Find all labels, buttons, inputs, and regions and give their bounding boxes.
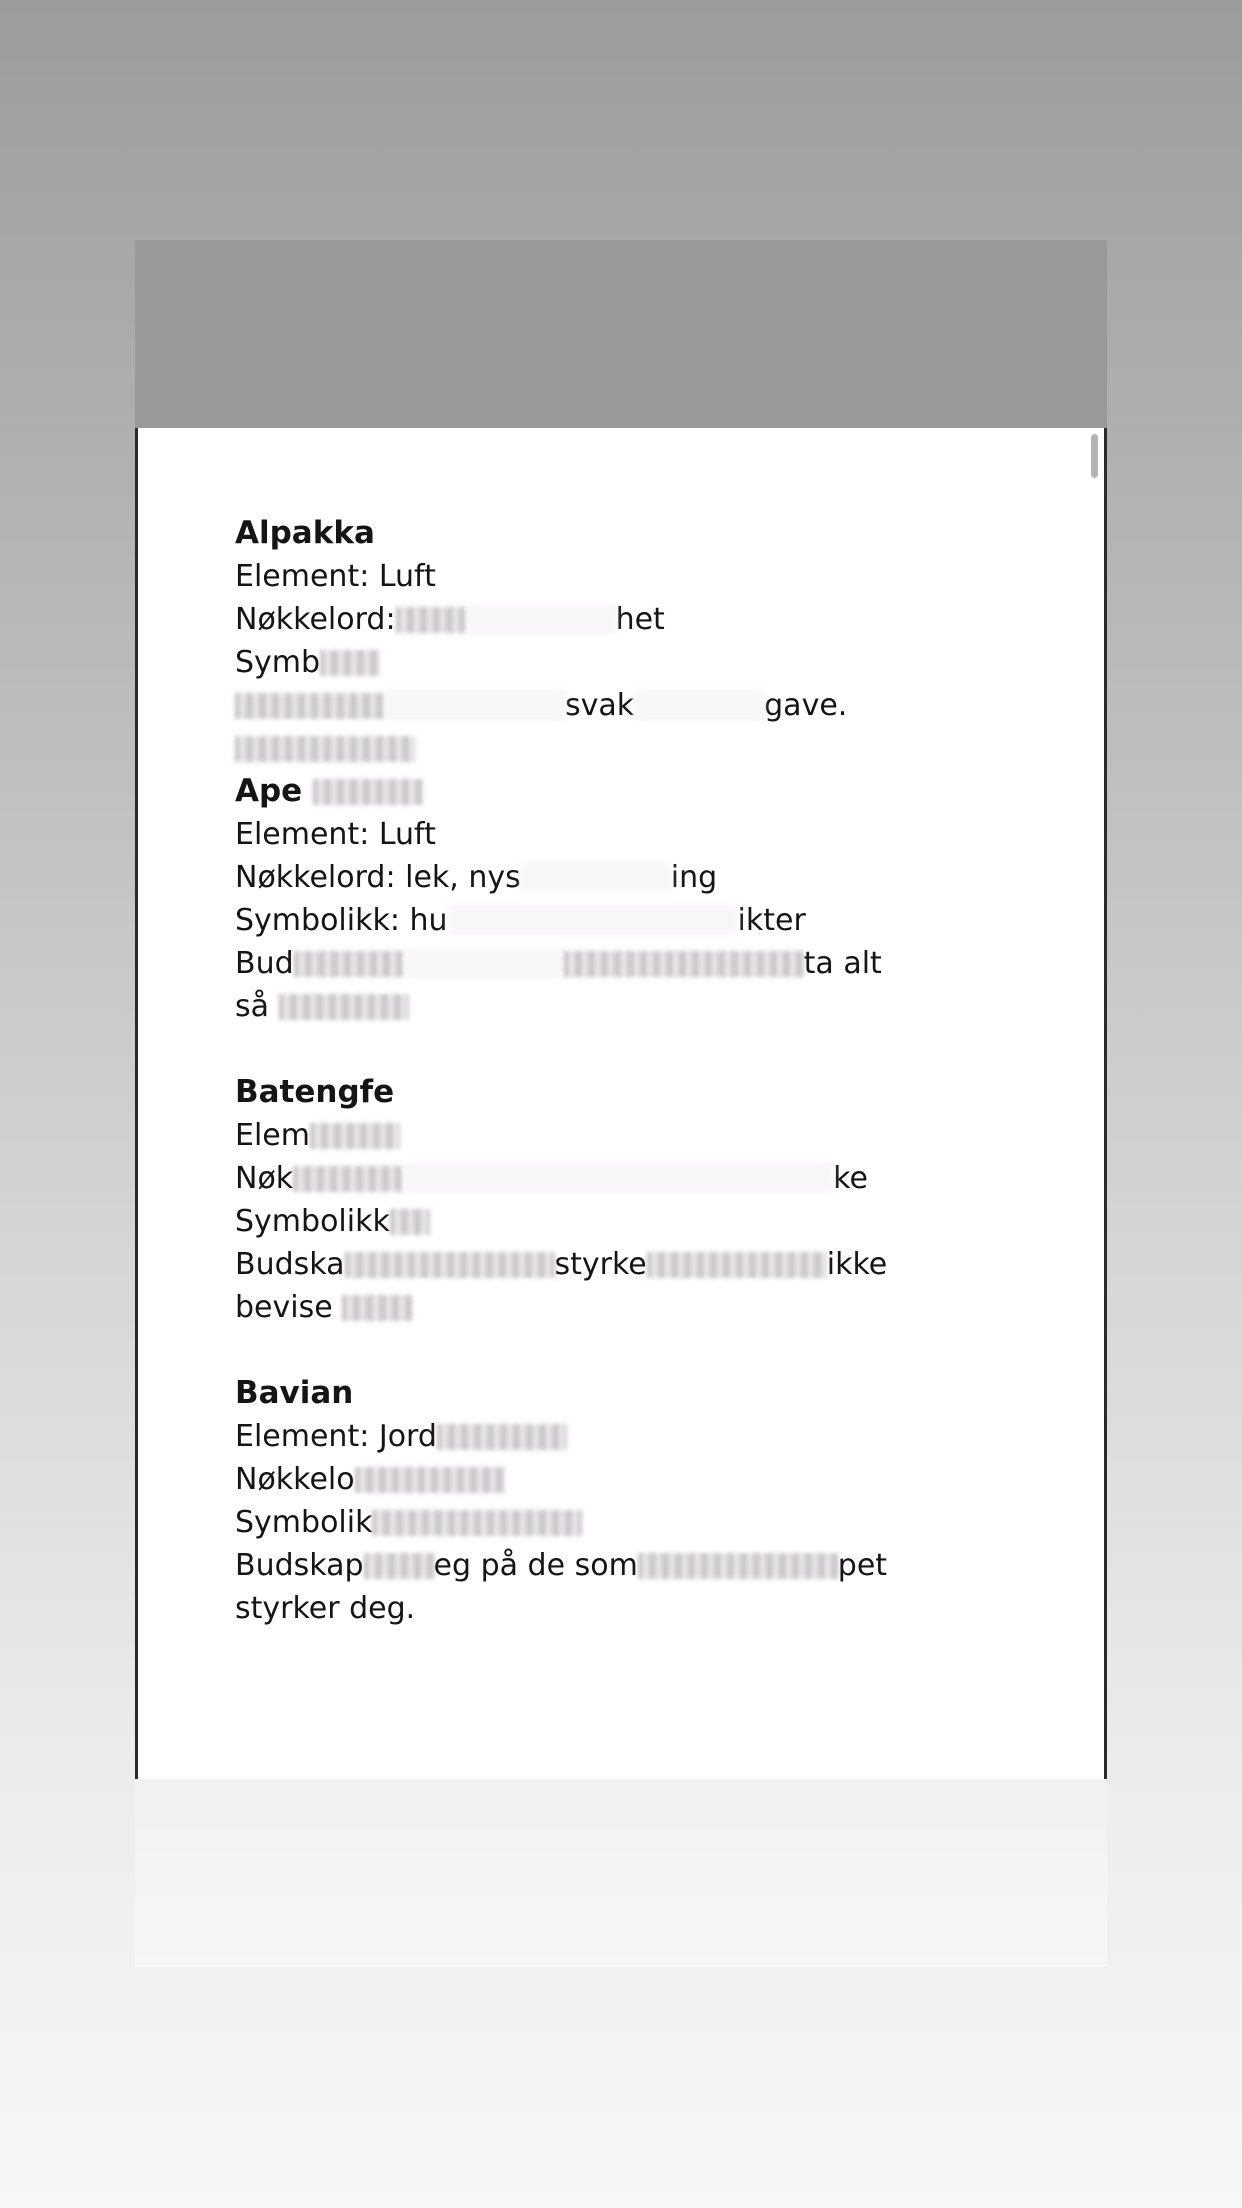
message-line2: så bbox=[235, 989, 270, 1024]
keywords-line bbox=[235, 856, 1015, 899]
redacted-text bbox=[294, 951, 404, 977]
redacted-text bbox=[342, 1295, 412, 1321]
redacted-text bbox=[364, 1553, 434, 1579]
animal-entry bbox=[235, 1071, 1015, 1329]
faded-text bbox=[403, 1163, 833, 1193]
entry-title-text: Ape bbox=[235, 773, 303, 809]
redacted-text bbox=[320, 650, 380, 676]
message-end: gave. bbox=[764, 688, 848, 723]
animal-entry bbox=[235, 770, 1015, 1028]
entry-title bbox=[235, 770, 1015, 813]
redacted-text bbox=[564, 951, 804, 977]
story-frame bbox=[135, 240, 1107, 1967]
redacted-text bbox=[345, 1252, 555, 1278]
symbolism-tail: ikter bbox=[737, 903, 806, 938]
document-page[interactable] bbox=[135, 428, 1107, 1779]
faded-text bbox=[521, 862, 671, 892]
redacted-text bbox=[372, 1510, 582, 1536]
keywords-text: Nøkkelord: bbox=[235, 602, 396, 637]
redacted-text bbox=[313, 779, 423, 805]
message-line bbox=[235, 1243, 1015, 1286]
footer-band bbox=[135, 1779, 1107, 1967]
message-line bbox=[235, 1544, 1015, 1587]
symbolism-line bbox=[235, 641, 1015, 684]
scrollbar-thumb[interactable] bbox=[1091, 434, 1098, 478]
keywords-text: Nøk bbox=[235, 1161, 294, 1196]
symbolism-text: Symbolik bbox=[235, 1505, 373, 1540]
element-line: Element: Luft bbox=[235, 817, 436, 852]
keywords-text: Nøkkelord: lek, nys bbox=[235, 860, 521, 895]
message-mid: eg på de som bbox=[433, 1548, 638, 1583]
animal-entry bbox=[235, 1372, 1015, 1630]
element-line bbox=[235, 1415, 1015, 1458]
redacted-text bbox=[396, 607, 466, 633]
keywords-line bbox=[235, 1157, 1015, 1200]
keywords-line bbox=[235, 598, 1015, 641]
message-end: ikke bbox=[826, 1247, 888, 1282]
symbolism-text: Symbolikk bbox=[235, 1204, 390, 1239]
entry-title: Batengfe bbox=[235, 1074, 395, 1110]
redacted-text bbox=[355, 1467, 505, 1493]
message-line bbox=[235, 942, 1015, 985]
message-line-2 bbox=[235, 727, 1015, 770]
keywords-tail: ke bbox=[833, 1161, 868, 1196]
symbolism-line bbox=[235, 1501, 1015, 1544]
redacted-text bbox=[279, 994, 409, 1020]
keywords-text: Nøkkelo bbox=[235, 1462, 355, 1497]
redacted-text bbox=[293, 1166, 403, 1192]
message-end: pet bbox=[837, 1548, 888, 1583]
header-band bbox=[135, 240, 1107, 428]
faded-text bbox=[466, 604, 616, 634]
faded-text bbox=[404, 948, 564, 978]
message-start: Budskap bbox=[235, 1548, 364, 1583]
symbolism-line bbox=[235, 899, 1015, 942]
keywords-tail: het bbox=[615, 602, 665, 637]
redacted-text bbox=[235, 693, 385, 719]
message-line2: bevise bbox=[235, 1290, 333, 1325]
redacted-text bbox=[638, 1553, 838, 1579]
message-line-2 bbox=[235, 1587, 1015, 1630]
redacted-text bbox=[390, 1209, 430, 1235]
entry-title: Alpakka bbox=[235, 515, 375, 551]
animal-entry bbox=[235, 512, 1015, 770]
entry-title: Bavian bbox=[235, 1375, 354, 1411]
symbolism-text: Symbolikk: hu bbox=[235, 903, 448, 938]
element-text: Elem bbox=[235, 1118, 310, 1153]
message-line bbox=[235, 684, 1015, 727]
redacted-text bbox=[235, 736, 415, 762]
keywords-line bbox=[235, 1458, 1015, 1501]
symbolism-text: Symb bbox=[235, 645, 321, 680]
message-end: ta alt bbox=[803, 946, 882, 981]
redacted-text bbox=[310, 1123, 400, 1149]
message-line-2 bbox=[235, 985, 1015, 1028]
faded-text bbox=[634, 690, 764, 720]
element-line: Element: Luft bbox=[235, 559, 436, 594]
message-start: Budska bbox=[235, 1247, 345, 1282]
message-tail: svak bbox=[565, 688, 635, 723]
message-start: Bud bbox=[235, 946, 294, 981]
message-line2: styrker deg. bbox=[235, 1591, 416, 1626]
animal-entries bbox=[235, 512, 1015, 1673]
redacted-text bbox=[437, 1424, 567, 1450]
redacted-text bbox=[647, 1252, 827, 1278]
keywords-tail: ing bbox=[670, 860, 718, 895]
message-mid: styrke bbox=[554, 1247, 647, 1282]
element-text: Element: Jord bbox=[235, 1419, 437, 1454]
faded-text bbox=[385, 690, 565, 720]
symbolism-line bbox=[235, 1200, 1015, 1243]
element-line bbox=[235, 1114, 1015, 1157]
message-line-2 bbox=[235, 1286, 1015, 1329]
faded-text bbox=[448, 905, 738, 935]
